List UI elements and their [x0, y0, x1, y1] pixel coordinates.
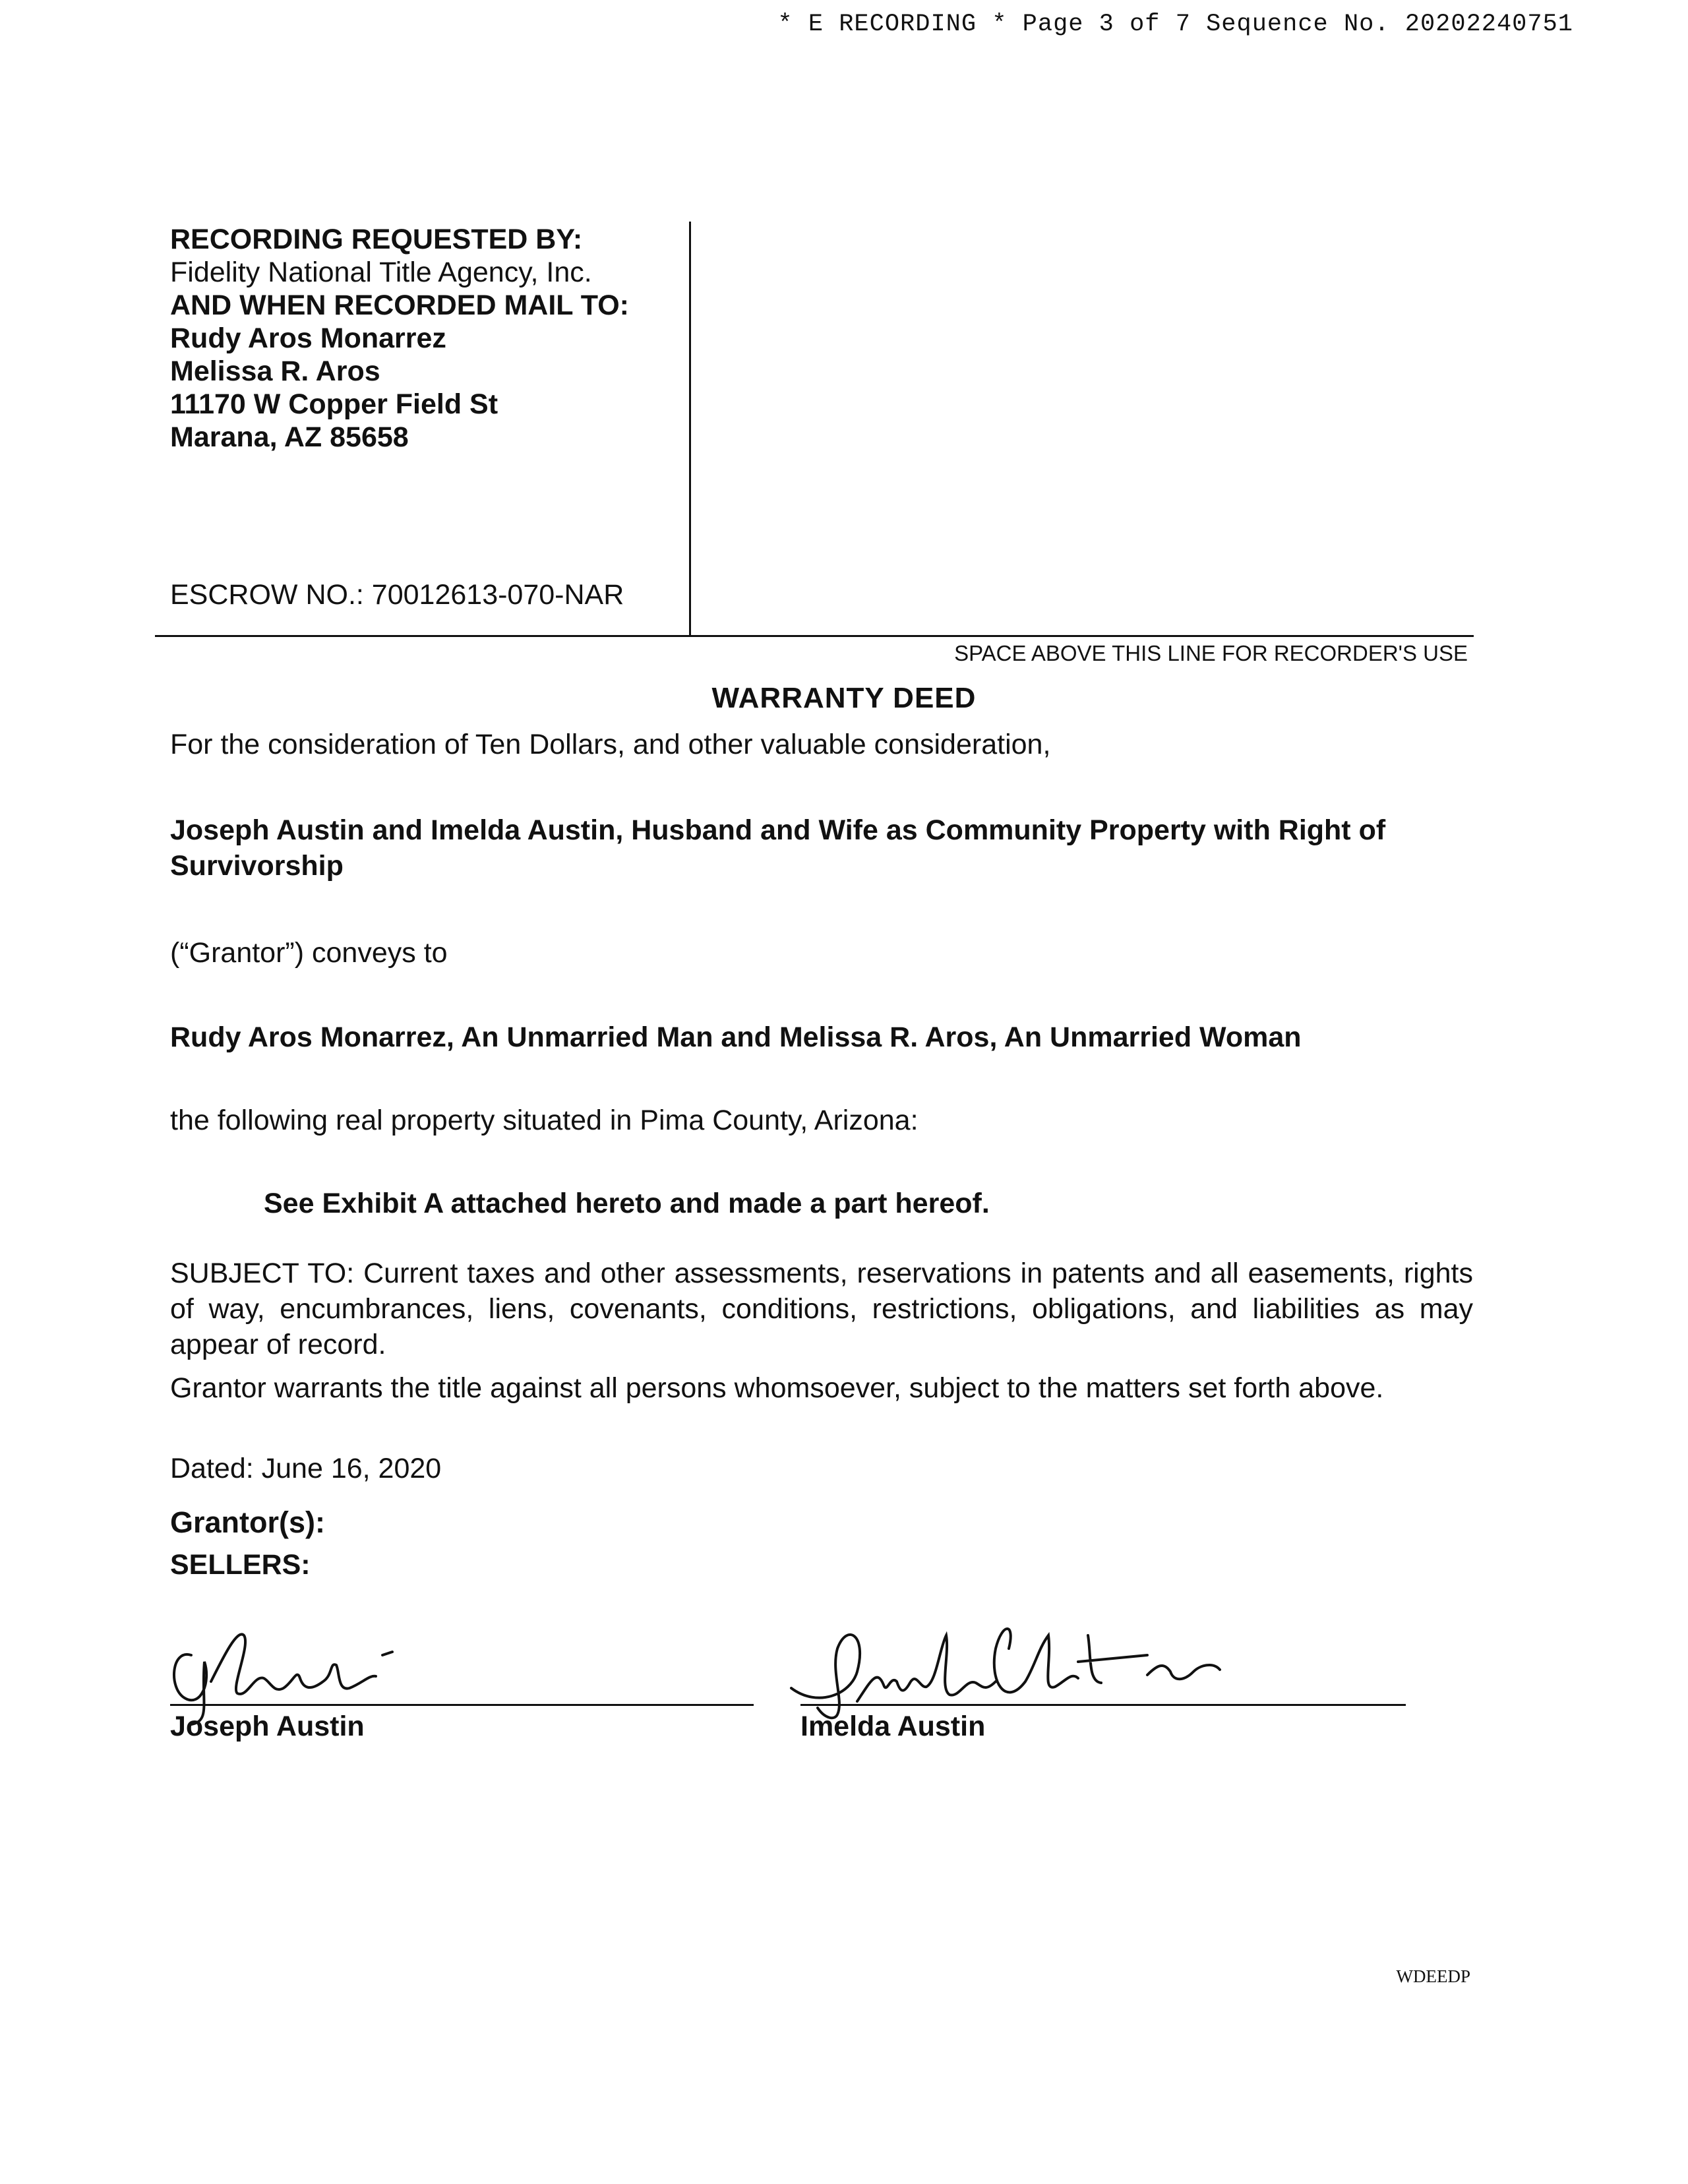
grantor-label: Grantor(s):: [170, 1505, 325, 1539]
escrow-label: ESCROW NO.:: [170, 579, 364, 611]
form-code: WDEEDP: [1396, 1966, 1470, 1986]
mail-to-line: Rudy Aros Monarrez: [170, 322, 446, 354]
mail-to-label: AND WHEN RECORDED MAIL TO:: [170, 289, 629, 321]
recording-header: * E RECORDING * Page 3 of 7 Sequence No. 20202240751: [777, 11, 1573, 38]
recorder-use-note: SPACE ABOVE THIS LINE FOR RECORDER'S USE: [954, 641, 1468, 665]
escrow-value: 70012613-070-NAR: [371, 579, 624, 611]
subject-to-text: SUBJECT TO: Current taxes and other assessments, reservations in patents and all easements, rights of way, encumbrances, liens, covenants, conditions, restrictions, obligations, and liabilities as may appear of record.: [170, 1258, 1473, 1360]
sellers-label: SELLERS:: [170, 1549, 311, 1581]
grantor-names: Joseph Austin and Imelda Austin, Husband and Wife as Community Property with Right of Survivorship: [170, 814, 1386, 882]
mail-to-line: Marana, AZ 85658: [170, 421, 409, 453]
recording-info-block: [170, 223, 629, 454]
mail-to-line: Melissa R. Aros: [170, 355, 380, 387]
dated-line: Dated: June 16, 2020: [170, 1453, 442, 1484]
signer-name: Joseph Austin: [170, 1711, 365, 1742]
recording-box-divider: [689, 222, 691, 637]
exhibit-reference: See Exhibit A attached hereto and made a part hereof.: [264, 1188, 990, 1219]
requested-by-value: Fidelity National Title Agency, Inc.: [170, 257, 592, 288]
grantee-names: Rudy Aros Monarrez, An Unmarried Man and Melissa R. Aros, An Unmarried Woman: [170, 1021, 1302, 1053]
mail-to-line: 11170 W Copper Field St: [170, 388, 498, 420]
requested-by-label: RECORDING REQUESTED BY:: [170, 224, 583, 255]
consideration-text: For the consideration of Ten Dollars, and other valuable consideration,: [170, 729, 1051, 760]
document-title: WARRANTY DEED: [711, 682, 977, 714]
property-intro: the following real property situated in Pima County, Arizona:: [170, 1105, 919, 1136]
recorder-space-line: [155, 635, 1474, 637]
escrow-number: [170, 579, 624, 611]
signature-line: [170, 1704, 754, 1706]
warranty-text: Grantor warrants the title against all persons whomsoever, subject to the matters set forth above.: [170, 1372, 1384, 1404]
signature-line: [800, 1704, 1406, 1706]
signer-name: Imelda Austin: [800, 1711, 986, 1742]
conveys-text: (“Grantor”) conveys to: [170, 937, 448, 969]
